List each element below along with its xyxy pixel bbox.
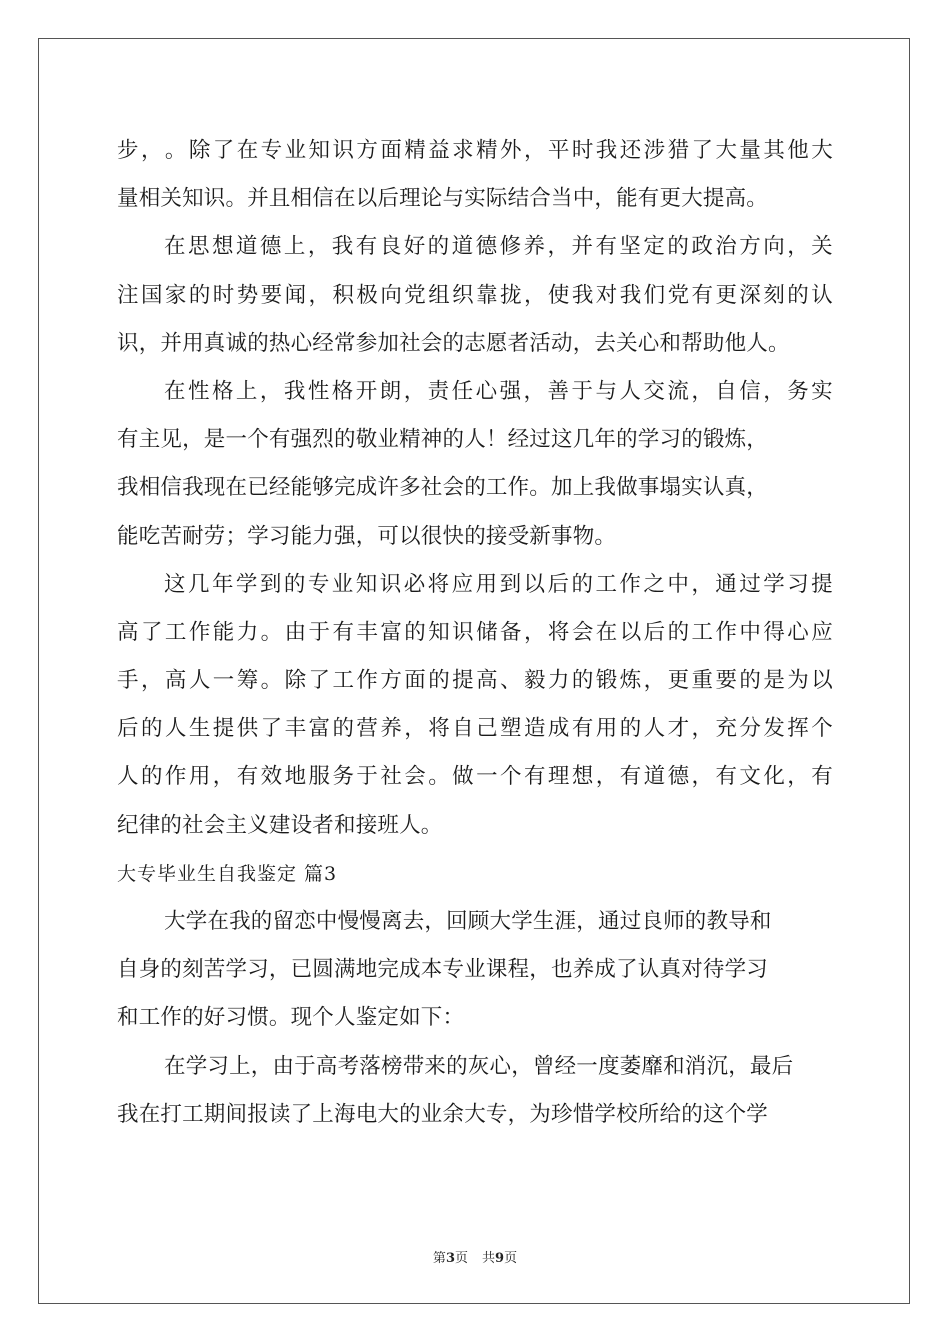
text-line: 能吃苦耐劳；学习能力强，可以很快的接受新事物。 [117,523,617,549]
text-line: 后 的 人 生 提 供 了 丰 富 的 营 养 ， 将 自 己 塑 造 成 有 用 的 人 才 ， 充 分 发 挥 个 [117,716,833,742]
text-line: 人 的 作 用 ， 有 效 地 服 务 于 社 会 。 做 一 个 有 理 想 ， 有 道 德 ， 有 文 化 ， 有 [117,764,833,790]
text-line: 在 思 想 道 德 上 ， 我 有 良 好 的 道 德 修 养 ， 并 有 坚 定 的 政 治 方 向 ， 关 [164,234,833,260]
page-prefix: 第 [432,1251,446,1266]
text-line: 高 了 工 作 能 力 。 由 于 有 丰 富 的 知 识 储 备 ， 将 会 在 以 后 的 工 作 中 得 心 应 [117,619,833,645]
text-line: 和工作的好习惯。现个人鉴定如下： [117,1005,465,1031]
total-prefix: 共 [482,1251,496,1266]
text-line: 自身的刻苦学习，已圆满地完成本专业课程，也养成了认真对待学习 [117,957,769,983]
text-line: 大学在我的留恋中慢慢离去，回顾大学生涯，通过良师的教导和 [164,909,772,934]
section-heading: 大专毕业生自我鉴定 篇3 [117,862,338,885]
text-line: 在 性 格 上 ， 我 性 格 开 朗 ， 责 任 心 强 ， 善 于 与 人 交 流 ， 自 信 ， 务 实 [164,378,833,404]
text-line: 注 国 家 的 时 势 要 闻 ， 积 极 向 党 组 织 靠 拢 ， 使 我 对 我 们 党 有 更 深 刻 的 认 [117,282,833,308]
text-line: 纪律的社会主义建设者和接班人。 [117,812,443,838]
document-body [117,127,833,1139]
page-total: 9 [495,1251,505,1266]
page-suffix: 页 [454,1251,468,1266]
text-line: 量相关知识。并且相信在以后理论与实际结合当中，能有更大提高。 [117,186,769,212]
text-line: 这 几 年 学 到 的 专 业 知 识 必 将 应 用 到 以 后 的 工 作 之 中 ， 通 过 学 习 提 [164,571,833,597]
page-footer [0,1247,950,1266]
total-suffix: 页 [504,1251,518,1266]
text-line: 手 ， 高 人 一 筹 。 除 了 工 作 方 面 的 提 高 、 毅 力 的 锻 炼 ， 更 重 要 的 是 为 以 [117,668,833,694]
text-line: 有主见，是一个有强烈的敬业精神的人！经过这几年的学习的锻炼， [117,427,769,453]
text-line: 步 ， 。 除 了 在 专 业 知 识 方 面 精 益 求 精 外 ， 平 时 我 还 涉 猎 了 大 量 其 他 大 [117,138,833,163]
page-current: 3 [445,1251,455,1266]
text-line: 识，并用真诚的热心经常参加社会的志愿者活动，去关心和帮助他人。 [117,330,790,356]
text-line: 我相信我现在已经能够完成许多社会的工作。加上我做事塌实认真， [117,475,769,501]
text-line: 在学习上，由于高考落榜带来的灰心，曾经一度萎靡和消沉，最后 [164,1053,794,1079]
text-line: 我在打工期间报读了上海电大的业余大专，为珍惜学校所给的这个学 [117,1101,769,1127]
